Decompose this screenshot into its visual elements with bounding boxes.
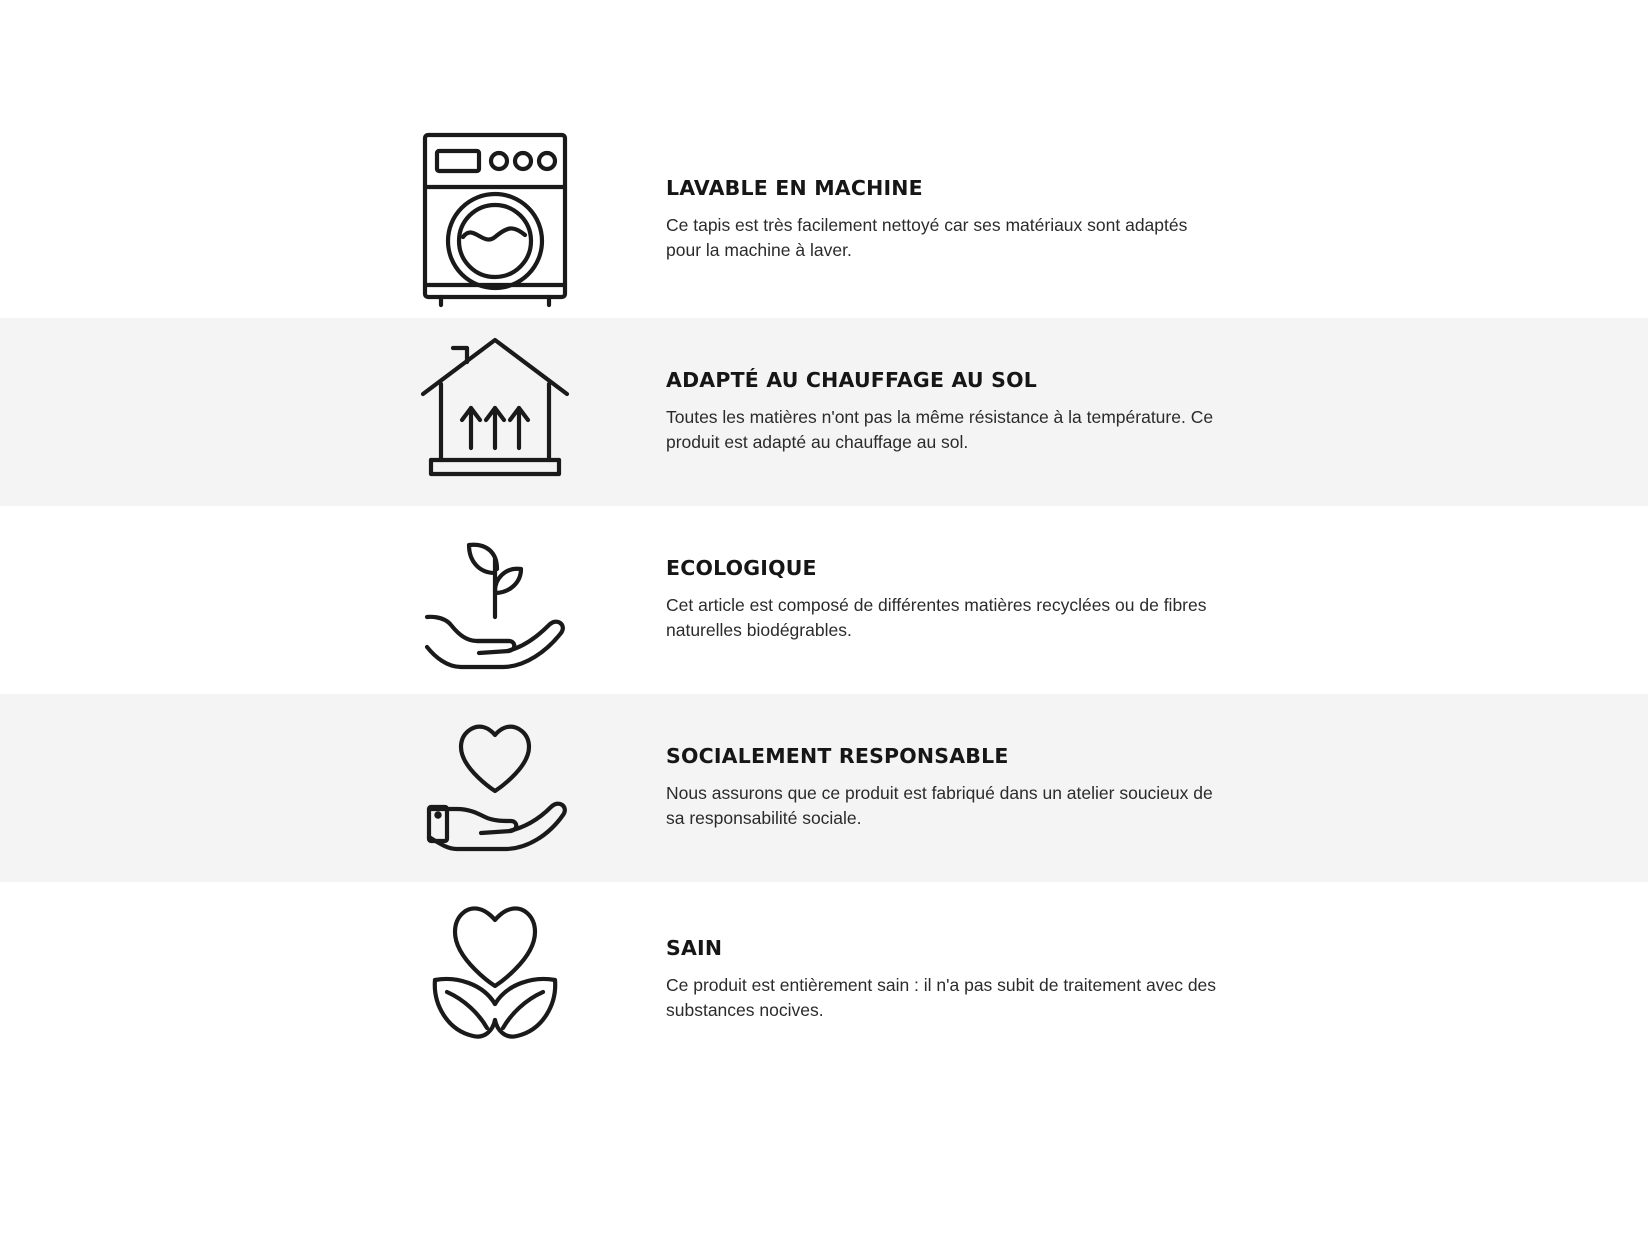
feature-icon-cell	[0, 130, 660, 310]
feature-text-cell	[660, 745, 1648, 831]
top-spacer	[0, 0, 1648, 122]
washing-machine-icon	[410, 130, 580, 310]
feature-title: ECOLOGIQUE	[666, 555, 817, 580]
feature-description: Ce produit est entièrement sain : il n'a pas subit de traitement avec des substances nocives.	[666, 975, 1217, 1021]
feature-description: Cet article est composé de différentes matières recyclées ou de fibres naturelles biodégrables.	[666, 595, 1207, 641]
feature-row	[0, 122, 1648, 318]
feature-icon-cell	[0, 322, 660, 502]
feature-text-cell	[660, 557, 1648, 643]
bottom-spacer	[0, 1078, 1648, 1218]
product-features-list	[0, 122, 1648, 1078]
feature-title: ADAPTÉ AU CHAUFFAGE AU SOL	[666, 367, 1037, 392]
feature-icon-cell	[0, 890, 660, 1070]
heart-leaves-icon	[410, 890, 580, 1070]
feature-icon-cell	[0, 510, 660, 690]
feature-title: SOCIALEMENT RESPONSABLE	[666, 743, 1009, 768]
feature-row	[0, 318, 1648, 506]
feature-text-cell	[660, 177, 1648, 263]
feature-description: Nous assurons que ce produit est fabriqué dans un atelier soucieux de sa responsabilité sociale.	[666, 783, 1213, 829]
feature-title: SAIN	[666, 935, 723, 960]
feature-row	[0, 694, 1648, 882]
hand-holding-heart-icon	[410, 698, 580, 878]
feature-row	[0, 506, 1648, 694]
feature-title: LAVABLE EN MACHINE	[666, 175, 923, 200]
feature-description: Toutes les matières n'ont pas la même résistance à la température. Ce produit est adapté au chauffage au sol.	[666, 407, 1214, 453]
feature-description: Ce tapis est très facilement nettoyé car ses matériaux sont adaptés pour la machine à laver.	[666, 215, 1188, 261]
feature-text-cell	[660, 369, 1648, 455]
feature-icon-cell	[0, 698, 660, 878]
feature-row	[0, 882, 1648, 1078]
house-underfloor-heating-icon	[410, 322, 580, 502]
feature-text-cell	[660, 937, 1648, 1023]
hand-holding-plant-icon	[410, 510, 580, 690]
